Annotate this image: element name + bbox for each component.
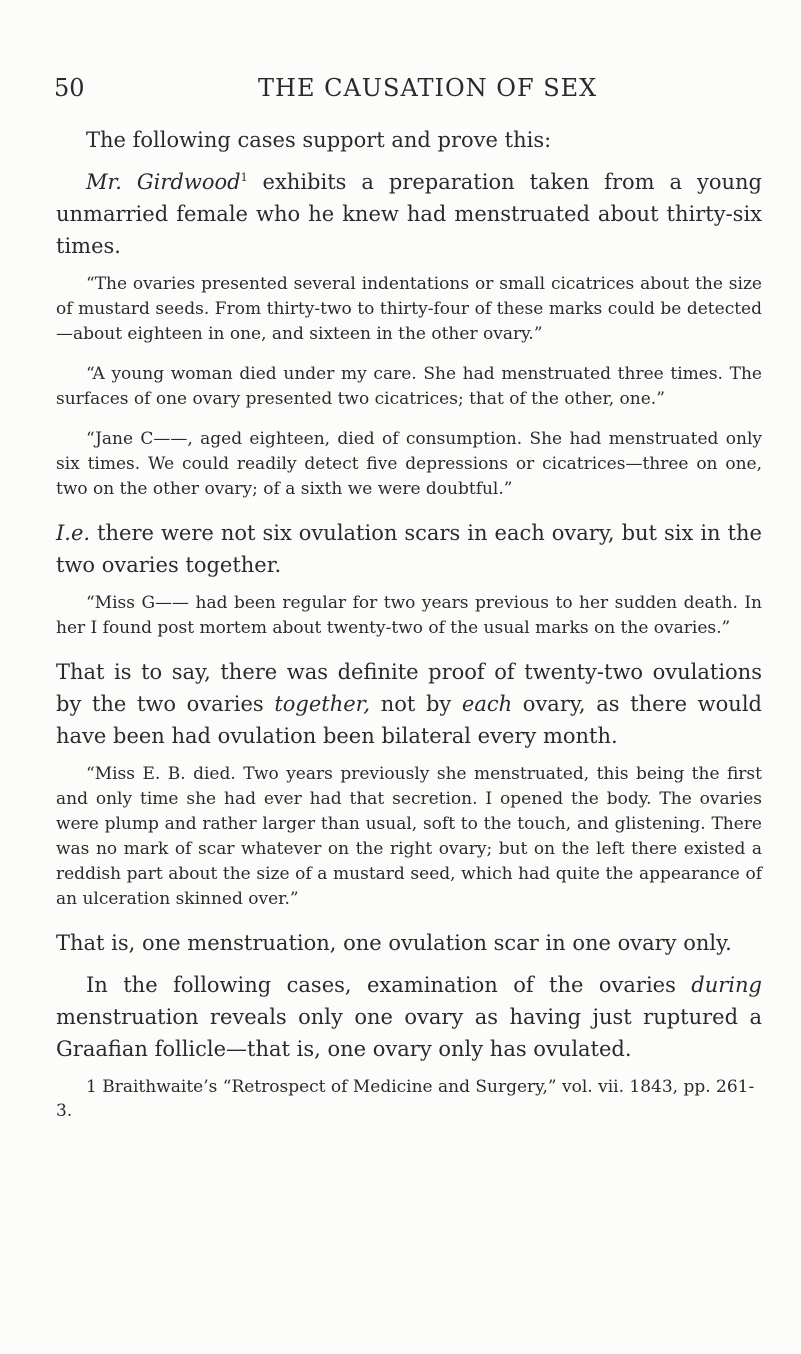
quote-miss-g: “Miss G—— had been regular for two years previous to her sudden death. In her I found post mortem about twenty-two of the usual marks on the ovaries.” — [56, 593, 762, 638]
ie-abbreviation: I.e. — [56, 521, 91, 545]
paragraph-text-part: ovary, as there would have been had ovulation been bilateral every month. — [56, 692, 762, 748]
ie-paragraph — [56, 517, 762, 581]
quote-young-woman: “A young woman died under my care. She had menstruated three times. The surfaces of one ovary presented two cicatrices; that of the other, one.” — [56, 364, 762, 409]
paragraph-text-part: In the following cases, examination of the ovaries — [86, 973, 692, 997]
intro-paragraph: The following cases support and prove this: — [86, 128, 552, 152]
footnote — [56, 1075, 762, 1123]
body-text — [56, 124, 762, 1123]
following-cases-paragraph — [56, 969, 762, 1065]
quote-miss-eb: “Miss E. B. died. Two years previously she menstruated, this being the first and only time she had ever had that secretion. I opened the body. The ovaries were plump and rather larger than usual, soft to the touch, and glistening. There was no mark of scar whatever on the right ovary; but on the left there existed a reddish part about the size of a mustard seed, which had quite the appearance of an ulceration skinned over.” — [56, 764, 762, 909]
quote-ovaries-cicatrices: “The ovaries presented several indentations or small cicatrices about the size of mustard seeds. From thirty-two to thirty-four of these marks could be detected—about eighteen in one, and sixteen in the other ovary.” — [56, 274, 762, 344]
ie-text: there were not six ovulation scars in each ovary, but six in the two ovaries together. — [56, 521, 762, 577]
footnote-reference: 1 — [240, 171, 248, 184]
each-emphasis: each — [461, 692, 513, 716]
quote-jane-c: “Jane C——, aged eighteen, died of consumption. She had menstruated only six times. We could readily detect five depressions or cicatrices—three on one, two on the other ovary; of a sixth we were doubtful.” — [56, 429, 762, 499]
page-number: 50 — [54, 74, 85, 102]
paragraph-text-part: That is to say, there was definite proof of twenty-two ovulations by the two ovaries — [56, 660, 762, 716]
running-title: THE CAUSATION OF SEX — [258, 74, 598, 102]
twenty-two-ovulations-paragraph — [56, 656, 762, 752]
girdwood-paragraph — [56, 166, 762, 262]
during-emphasis: during — [691, 973, 762, 997]
paragraph-text-part: menstruation reveals only one ovary as having just ruptured a Graafian follicle—that is, one ovary only has ovulated. — [56, 1005, 762, 1061]
footnote-text: Braithwaite’s “Retrospect of Medicine and Surgery,” vol. vii. 1843, pp. 261-3. — [56, 1077, 755, 1121]
one-menstruation-paragraph: That is, one menstruation, one ovulation scar in one ovary only. — [56, 931, 732, 955]
footnote-marker: 1 — [86, 1077, 97, 1097]
together-emphasis: together, — [274, 692, 371, 716]
author-name: Mr. Girdwood — [86, 170, 241, 194]
girdwood-text: exhibits a preparation taken from a young unmarried female who he knew had menstruated about thirty-six times. — [56, 170, 762, 258]
paragraph-text-part: not by — [370, 692, 462, 716]
